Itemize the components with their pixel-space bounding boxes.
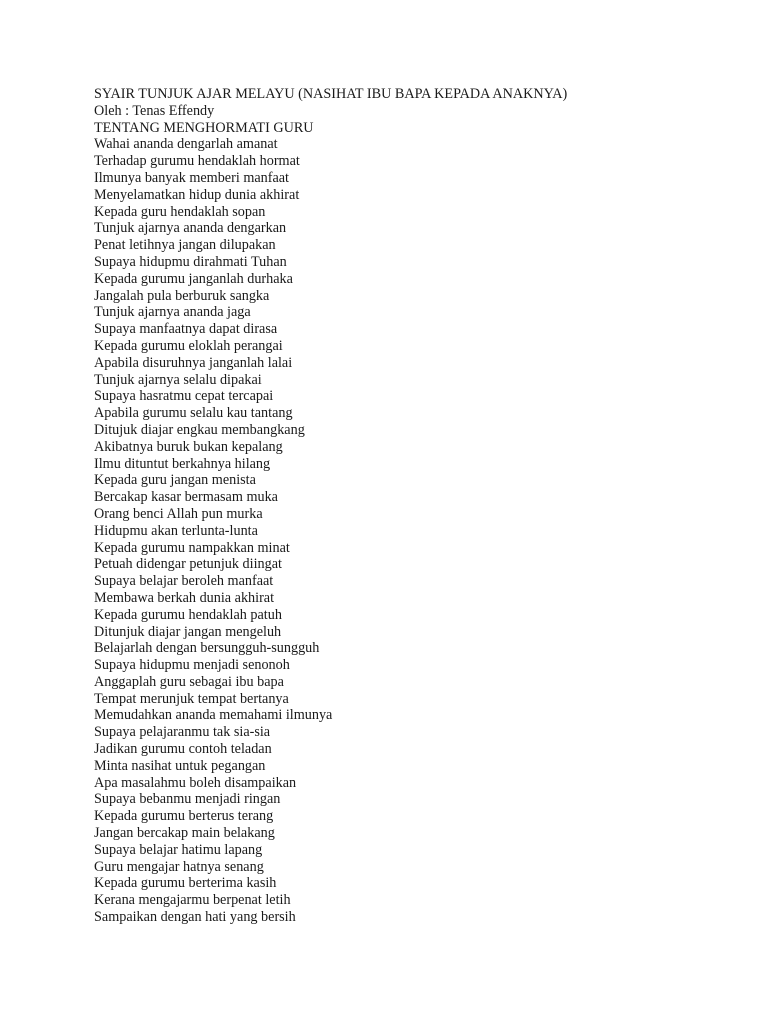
poem-line: Jadikan gurumu contoh teladan (94, 741, 272, 758)
poem-line: Tunjuk ajarnya ananda dengarkan (94, 220, 287, 237)
document-author: Oleh : Tenas Effendy (94, 102, 215, 119)
poem-line: Supaya bebanmu menjadi ringan (94, 791, 281, 808)
poem-lines (94, 136, 734, 925)
poem-line: Memudahkan ananda memahami ilmunya (94, 707, 333, 724)
poem-line: Apabila disuruhnya janganlah lalai (94, 354, 293, 371)
poem-line: Kepada gurumu berterus terang (94, 808, 274, 825)
poem-line: Anggaplah guru sebagai ibu bapa (94, 673, 284, 690)
poem-line: Ditunjuk diajar jangan mengeluh (94, 623, 282, 640)
poem-line: Menyelamatkan hidup dunia akhirat (94, 186, 300, 203)
poem-line: Kepada gurumu eloklah perangai (94, 337, 283, 354)
poem-line: Akibatnya buruk bukan kepalang (94, 438, 283, 455)
poem-line: Kepada guru hendaklah sopan (94, 203, 266, 220)
poem-line: Supaya hidupmu dirahmati Tuhan (94, 253, 287, 270)
poem-line: Supaya manfaatnya dapat dirasa (94, 321, 278, 338)
poem-line: Minta nasihat untuk pegangan (94, 757, 266, 774)
poem-line: Kepada gurumu hendaklah patuh (94, 606, 282, 623)
poem-line: Tunjuk ajarnya ananda jaga (94, 304, 251, 321)
poem-line: Tunjuk ajarnya selalu dipakai (94, 371, 262, 388)
poem-line: Supaya belajar beroleh manfaat (94, 573, 274, 590)
poem-line: Ditujuk diajar engkau membangkang (94, 421, 305, 438)
poem-line: Orang benci Allah pun murka (94, 505, 263, 522)
poem-line: Wahai ananda dengarlah amanat (94, 136, 278, 153)
poem-line: Kepada guru jangan menista (94, 472, 256, 489)
poem-line: Petuah didengar petunjuk diingat (94, 556, 282, 573)
poem-line: Supaya hasratmu cepat tercapai (94, 388, 274, 405)
document-title: SYAIR TUNJUK AJAR MELAYU (NASIHAT IBU BAPA KEPADA ANAKNYA) (94, 86, 568, 102)
poem-line: Kerana mengajarmu berpenat letih (94, 892, 291, 909)
poem-line: Bercakap kasar bermasam muka (94, 489, 278, 506)
poem-line: Ilmu dituntut berkahnya hilang (94, 455, 271, 472)
poem-line: Jangalah pula berburuk sangka (94, 287, 270, 304)
poem-line: Kepada gurumu berterima kasih (94, 875, 277, 892)
poem-line: Supaya pelajaranmu tak sia-sia (94, 724, 271, 741)
document-body (94, 86, 734, 926)
poem-line: Supaya belajar hatimu lapang (94, 841, 263, 858)
poem-line: Sampaikan dengan hati yang bersih (94, 909, 296, 926)
poem-line: Penat letihnya jangan dilupakan (94, 237, 276, 254)
poem-line: Terhadap gurumu hendaklah hormat (94, 153, 300, 170)
poem-line: Jangan bercakap main belakang (94, 825, 275, 842)
poem-line: Belajarlah dengan bersungguh-sungguh (94, 640, 320, 657)
poem-line: Membawa berkah dunia akhirat (94, 589, 275, 606)
poem-line: Apa masalahmu boleh disampaikan (94, 774, 297, 791)
poem-line: Ilmunya banyak memberi manfaat (94, 169, 290, 186)
poem-line: Supaya hidupmu menjadi senonoh (94, 657, 290, 674)
poem-line: Guru mengajar hatnya senang (94, 858, 264, 875)
poem-line: Apabila gurumu selalu kau tantang (94, 405, 293, 422)
section-heading: TENTANG MENGHORMATI GURU (94, 119, 314, 136)
poem-line: Kepada gurumu nampakkan minat (94, 539, 290, 556)
poem-line: Tempat merunjuk tempat bertanya (94, 690, 289, 707)
poem-line: Kepada gurumu janganlah durhaka (94, 270, 293, 287)
poem-line: Hidupmu akan terlunta-lunta (94, 522, 258, 539)
